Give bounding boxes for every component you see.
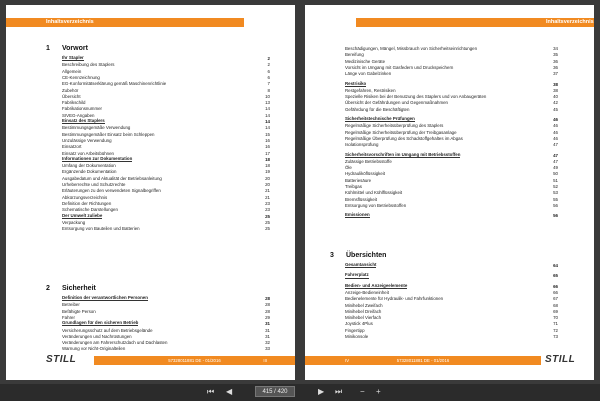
- toc-entry-title: Entsorgung von Betriebsstoffen: [345, 202, 407, 208]
- page-footer: [6, 354, 295, 368]
- page-number-input[interactable]: 415 / 420: [255, 386, 295, 397]
- still-logo: STILL: [46, 354, 77, 365]
- toc-entry-title: Minihebel Zweifach: [345, 302, 383, 308]
- toc-entry-page: 2: [267, 56, 270, 62]
- toc-entry-title: Treibgas: [345, 184, 362, 190]
- toc-entry-title: Fahrer: [62, 314, 75, 320]
- toc-entry-title: Verpackung: [62, 219, 86, 225]
- toc-entry-page: 36: [553, 58, 558, 64]
- toc-entry-title: Definition der Richtungen: [62, 200, 112, 206]
- first-page-icon[interactable]: ⏮: [207, 387, 215, 396]
- page-header: Inhaltsverzeichnis: [6, 18, 244, 27]
- toc-entry-title: Minikonsole: [345, 334, 369, 340]
- toc-entry-title: Regelmäßige Sicherheitsüberprüfung des Staplers: [345, 123, 444, 129]
- toc-entry-title: Gesamtansicht: [345, 262, 377, 268]
- toc-entry-page: 46: [553, 135, 558, 141]
- toc-entry-page: 7: [267, 81, 270, 87]
- toc-entry-title: Minihebel Vierfach: [345, 315, 382, 321]
- toc-entry-page: 45: [553, 106, 558, 112]
- toc-entry-title: Einsatz von Arbeitsbühnen: [62, 150, 114, 156]
- toc-entry-title: Bestimmungsgemäßer Einsatz beim Schleppen: [62, 131, 155, 137]
- toc-entry-title: Informationen zur Dokumentation: [62, 155, 133, 161]
- toc-entry-page: 21: [265, 194, 270, 200]
- toc-entry-page: 52: [553, 184, 558, 190]
- toc-entry-page: 6: [267, 68, 270, 74]
- toc-entry-title: Batteriesäure: [345, 177, 372, 183]
- toc-entry-title: Emissionen: [345, 212, 370, 218]
- toc-entry-page: 47: [553, 152, 558, 158]
- toc-entry-page: 69: [553, 308, 558, 314]
- toc-entry-title: Joystick 4Plus: [345, 321, 373, 327]
- toc-entry-page: 31: [265, 321, 270, 327]
- toc-entry-page: 35: [553, 52, 558, 58]
- toc-entry-title: Fingertipp: [345, 327, 365, 333]
- footer-bar: 57328011881 DE - 01/2016 III: [94, 356, 295, 365]
- toc-entry-page: 53: [553, 190, 558, 196]
- toc-entry-title: Unzulässige Verwendung: [62, 137, 112, 143]
- toc-entry-title: Bestimmungsgemäße Verwendung: [62, 125, 131, 131]
- toc-entry-title: Hydrauliköflüssigkeit: [345, 171, 386, 177]
- toc-entry-page: 46: [553, 123, 558, 129]
- toc-entry-page: 72: [553, 327, 558, 333]
- page-number: III: [263, 358, 267, 363]
- still-logo: STILL: [545, 354, 576, 365]
- toc-entry-title: Isolationsprüfung: [345, 142, 379, 148]
- zoom-out-icon[interactable]: −: [360, 387, 365, 396]
- toc-entry-title: Beschreibung des Staplers: [62, 62, 115, 68]
- toc-entry-title: Sicherheitstechnische Prüfungen: [345, 116, 415, 122]
- toc-entry-page: 67: [553, 296, 558, 302]
- page-footer: [305, 354, 594, 368]
- toc-entry-title: Definition der verantwortlichen Personen: [62, 295, 148, 301]
- prev-page-icon[interactable]: ◀: [226, 387, 233, 396]
- toc-entry-title: Anzeige-Bedieneinheit: [345, 289, 389, 295]
- section-heading-2: 2 Sicherheit: [46, 285, 96, 292]
- toc-entry-page: 31: [265, 333, 270, 339]
- toc-entry-page: 47: [553, 158, 558, 164]
- toc-entry-title: SIVEG-Angaben: [62, 112, 95, 118]
- toc-entry-page: 42: [553, 100, 558, 106]
- toc-entry-title: Versicherungsschutz auf dem Betriebsgelände: [62, 327, 153, 333]
- last-page-icon[interactable]: ⏭: [335, 387, 343, 396]
- toc-entry-page: 14: [265, 119, 270, 125]
- toc-entry-page: 14: [265, 112, 270, 118]
- toc-entry[interactable]: [62, 225, 270, 231]
- toc-entry-title: Restrisiko: [345, 80, 367, 86]
- toc-entry-page: 33: [265, 346, 270, 352]
- toc-list: [62, 295, 270, 352]
- toc-entry-page: 14: [265, 106, 270, 112]
- toc-entry-title: CE-Kennzeichnung: [62, 74, 100, 80]
- toc-entry-title: Abkürzungsverzeichnis: [62, 194, 108, 200]
- toc-entry-title: Grundlagen für den sicheren Betrieb: [62, 320, 139, 326]
- toc-entry-title: Zubehör: [62, 87, 79, 93]
- toc-entry-title: EG-Konformitätserklärung gemäß Maschinenrichtlinie: [62, 81, 167, 87]
- toc-entry-page: 28: [265, 296, 270, 302]
- page-header: Inhaltsverzeichnis: [356, 18, 594, 27]
- toc-entry-title: Erläuterungen zu den verwendeten Signalbegriffen: [62, 188, 161, 194]
- toc-entry-page: 8: [267, 87, 270, 93]
- toc-entry-title: Entsorgung von Bauteilen und Batterien: [62, 226, 140, 232]
- toc-entry-title: Bremsflüssigkeit: [345, 196, 377, 202]
- toc-entry-title: Umfang der Dokumentation: [62, 163, 116, 169]
- toc-entry-title: Warnung vor Nicht-Originalteilen: [62, 346, 126, 352]
- toc-list: [62, 55, 270, 231]
- toc-entry-title: Übersicht der Gefährdungen und Gegenmaßnahmen: [345, 100, 448, 106]
- toc-entry-page: 71: [553, 321, 558, 327]
- toc-entry-page: 25: [265, 226, 270, 232]
- toc-entry-title: Fahrerplatz: [345, 272, 369, 278]
- toc-entry-title: Schematische Darstellungen: [62, 207, 118, 213]
- toc-entry-title: Fabrikschild: [62, 100, 86, 106]
- document-page-left: [6, 5, 295, 380]
- toc-entry-page: 16: [265, 144, 270, 150]
- toc-entry-page: 38: [553, 81, 558, 87]
- toc-entry-page: 46: [553, 117, 558, 123]
- toc-entry-page: 50: [553, 171, 558, 177]
- toc-entry-title: Einsatz des Staplers: [62, 118, 105, 124]
- toc-entry-title: Sicherheitsvorschriften im Umgang mit Betriebsstoffen: [345, 151, 461, 157]
- toc-entry-page: 23: [265, 200, 270, 206]
- toc-entry-page: 6: [267, 74, 270, 80]
- toc-entry-page: 64: [553, 263, 558, 269]
- toc-entry-page: 68: [553, 302, 558, 308]
- toc-entry-page: 47: [553, 142, 558, 148]
- toc-entry[interactable]: [345, 106, 558, 112]
- toc-entry-page: 18: [265, 163, 270, 169]
- toc-entry-page: 36: [553, 64, 558, 70]
- toc-entry-title: Regelmäßige Sicherheitsüberprüfung der Treibgasanlage: [345, 129, 457, 135]
- toc-list: [345, 262, 558, 339]
- toc-entry-title: Öle: [345, 165, 352, 171]
- toc-entry-title: Fabrikationsnummer: [62, 106, 103, 112]
- toc-entry-title: Medizinische Geräte: [345, 58, 386, 64]
- toc-entry-title: Ihr Stapler: [62, 55, 84, 61]
- toc-entry[interactable]: [345, 212, 558, 218]
- toc-entry-title: Ausgabedatum und Aktualität der Betriebsanleitung: [62, 175, 162, 181]
- toc-entry-page: 17: [265, 150, 270, 156]
- toc-entry-title: Spezielle Risiken bei der Benutzung des Staplers und von Anbaugeräten: [345, 94, 487, 100]
- toc-entry-page: 18: [265, 156, 270, 162]
- toc-entry-title: Einsatzort: [62, 144, 82, 150]
- toc-entry-title: Bereifung: [345, 52, 364, 58]
- toc-entry-page: 40: [553, 94, 558, 100]
- toc-entry-page: 37: [553, 71, 558, 77]
- section-heading-3: 3 Übersichten: [330, 252, 387, 259]
- toc-entry[interactable]: [345, 333, 558, 339]
- toc-entry-page: 55: [553, 196, 558, 202]
- toc-entry-page: 56: [553, 213, 558, 219]
- footer-bar: IV 57328011881 DE - 01/2016: [305, 356, 541, 365]
- toc-entry-page: 32: [265, 340, 270, 346]
- toc-entry-page: 19: [265, 169, 270, 175]
- toc-entry-title: Veränderungen und Nachrüstungen: [62, 333, 132, 339]
- toc-entry-page: 49: [553, 165, 558, 171]
- toc-entry[interactable]: [62, 345, 270, 351]
- toc-entry-title: Ergänzende Dokumentation: [62, 169, 117, 175]
- toc-entry-page: 28: [265, 302, 270, 308]
- toc-entry-title: Übersicht: [62, 93, 81, 99]
- zoom-in-icon[interactable]: +: [376, 387, 381, 396]
- toc-entry-page: 70: [553, 315, 558, 321]
- toc-entry-page: 16: [265, 137, 270, 143]
- toc-entry-title: Bedien- und Anzeigeelemente: [345, 282, 408, 288]
- section-heading-1: 1 Vorwort: [46, 45, 88, 52]
- document-page-right: [305, 5, 594, 380]
- toc-entry-title: Vorsicht im Umgang mit Gasfedern und Druckspeichern: [345, 64, 454, 70]
- toc-entry-title: Betreiber: [62, 302, 80, 308]
- toc-entry-title: Länge von Gabelzinken: [345, 71, 392, 77]
- toc-entry-page: 2: [267, 62, 270, 68]
- toc-entry-page: 15: [265, 131, 270, 137]
- toc-entry-page: 38: [553, 87, 558, 93]
- toc-entry-page: 66: [553, 289, 558, 295]
- toc-entry-page: 20: [265, 175, 270, 181]
- toc-list: [345, 45, 558, 218]
- toc-entry-page: 29: [265, 314, 270, 320]
- toc-entry-title: Allgemein: [62, 68, 82, 74]
- next-page-icon[interactable]: ▶: [318, 387, 325, 396]
- toc-entry-page: 34: [553, 46, 558, 52]
- toc-entry-title: Veränderungen am Fahrerschutzdach und Dachlasten: [62, 340, 168, 346]
- toc-entry-title: Regelmäßige Überprüfung des Schadstoffgehaltes im Abgas: [345, 135, 463, 141]
- toc-entry-page: 28: [265, 308, 270, 314]
- toc-entry-page: 14: [265, 125, 270, 131]
- toc-entry-page: 73: [553, 334, 558, 340]
- toc-entry-page: 25: [265, 213, 270, 219]
- toc-entry[interactable]: [345, 141, 558, 147]
- toc-entry-title: Der Umwelt zuliebe: [62, 212, 103, 218]
- toc-entry-title: Restgefahren, Restrisiken: [345, 87, 396, 93]
- page-number: IV: [345, 358, 350, 363]
- toc-entry-page: 10: [265, 93, 270, 99]
- toc-entry-title: Kühlmittel und Kühlflüssigkeit: [345, 190, 403, 196]
- toc-entry-title: Zulässige Betriebsstoffe: [345, 158, 392, 164]
- toc-entry[interactable]: [345, 70, 558, 76]
- toc-entry-page: 65: [553, 273, 558, 279]
- toc-entry-page: 56: [553, 202, 558, 208]
- toc-entry[interactable]: [345, 202, 558, 208]
- toc-entry[interactable]: [345, 262, 558, 268]
- toc-entry-title: Bedienelemente für Hydraulik- und Fahrfunktionen: [345, 296, 444, 302]
- toc-entry-page: 46: [553, 129, 558, 135]
- toc-entry-page: 20: [265, 182, 270, 188]
- toc-entry-page: 51: [553, 177, 558, 183]
- toc-entry-title: Minihebel Dreifach: [345, 308, 382, 314]
- toc-entry-title: Urheberrechte und Schutzrechte: [62, 182, 126, 188]
- toc-entry-page: 31: [265, 327, 270, 333]
- viewer-toolbar: [0, 384, 600, 401]
- toc-entry-page: 25: [265, 219, 270, 225]
- toc-entry-title: Beschädigungen, Mängel, Missbrauch von Sicherheitseinrichtungen: [345, 46, 478, 52]
- toc-entry-page: 66: [553, 283, 558, 289]
- toc-entry-page: 21: [265, 188, 270, 194]
- toc-entry-page: 23: [265, 207, 270, 213]
- toc-entry[interactable]: [345, 272, 558, 278]
- toc-entry-title: Befähigte Person: [62, 308, 96, 314]
- toc-entry-page: 13: [265, 100, 270, 106]
- toc-entry-title: Gefährdung für die Beschäftigten: [345, 106, 410, 112]
